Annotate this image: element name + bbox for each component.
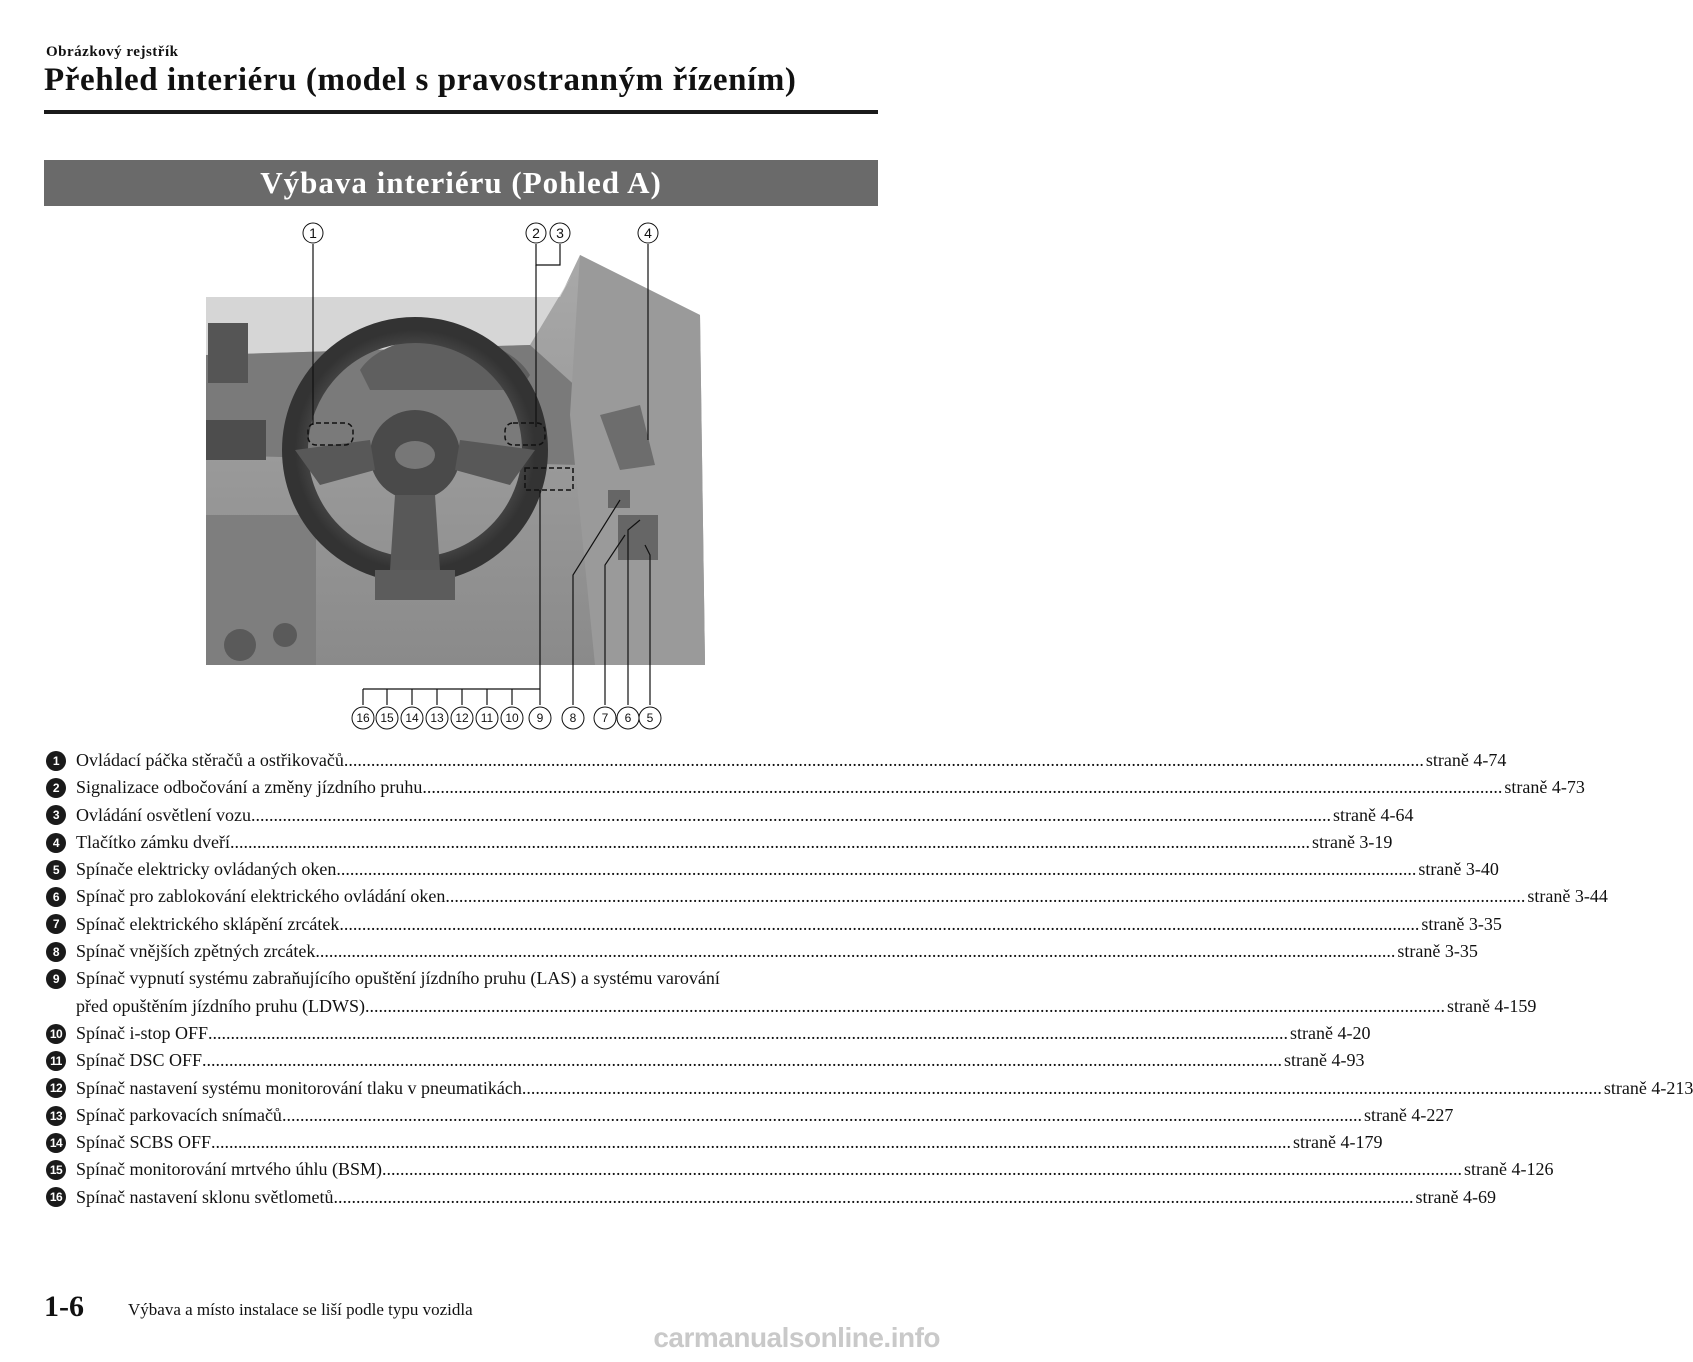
item-body: [76, 938, 1478, 965]
item-label: Spínač SCBS OFF: [76, 1132, 212, 1153]
item-number-badge: [46, 938, 76, 965]
callout-6: 6: [624, 711, 632, 725]
item-body: [76, 747, 1506, 774]
item-row: [76, 911, 1502, 938]
page-reference-link[interactable]: straně 3-44: [1527, 886, 1608, 907]
center-console: [206, 515, 316, 665]
item-row: [76, 1184, 1496, 1211]
item-list: [46, 747, 1693, 1211]
item-body: [76, 1184, 1496, 1211]
leader-dots: [282, 1102, 1362, 1129]
footer-note: Výbava a místo instalace se liší podle typu vozidla: [128, 1300, 473, 1319]
item-number-badge: [46, 1047, 76, 1074]
list-item: [46, 829, 1393, 856]
callout-7: 7: [601, 711, 609, 725]
item-label-continued: před opuštěním jízdního pruhu (LDWS): [76, 995, 365, 1016]
item-number-badge: [46, 774, 76, 801]
left-vent: [206, 420, 266, 460]
item-number-badge: [46, 747, 76, 774]
callout-11: 11: [480, 711, 494, 725]
item-label: Ovládání osvětlení vozu: [76, 804, 251, 825]
page-reference-link[interactable]: straně 3-19: [1311, 831, 1393, 852]
item-number: 5: [46, 860, 66, 880]
callout-9: 9: [536, 711, 544, 725]
item-body: [76, 1020, 1371, 1047]
leader-dots: [208, 1020, 1288, 1047]
page-reference-link[interactable]: straně 4-126: [1463, 1159, 1554, 1180]
leader-dots: [202, 1047, 1282, 1074]
item-label: Ovládací páčka stěračů a ostřikovačů: [76, 750, 344, 770]
list-item: [46, 774, 1585, 801]
item-number: 1: [46, 751, 66, 771]
leader-dots: [522, 1075, 1602, 1102]
item-row: [76, 1102, 1453, 1129]
item-body: [76, 1102, 1453, 1129]
leader-dots: [333, 1184, 1413, 1211]
item-number: 11: [46, 1051, 66, 1071]
console-knob: [224, 629, 256, 661]
list-item: [46, 1102, 1454, 1129]
item-body: [76, 1156, 1553, 1183]
item-number: 8: [46, 942, 66, 962]
item-label: Spínač vypnutí systému zabraňujícího opuštění jízdního pruhu (LAS) a systému varování: [76, 968, 720, 989]
wheel-base: [375, 570, 455, 600]
page-reference-link[interactable]: straně 4-93: [1284, 1050, 1365, 1071]
page-reference-link[interactable]: straně 3-40: [1418, 859, 1499, 880]
leader-dots: [339, 911, 1419, 938]
interior-figure: [200, 215, 730, 740]
item-body: [76, 1129, 1383, 1156]
item-body: [76, 1047, 1365, 1074]
item-number: 2: [46, 778, 66, 798]
item-row: [76, 938, 1478, 965]
leader-dots: [230, 829, 1310, 856]
item-row: [76, 774, 1585, 801]
item-number-badge: [46, 1075, 76, 1102]
item-body: [76, 911, 1502, 938]
leader-dots: [336, 856, 1416, 883]
leader-dots: [315, 938, 1395, 965]
callout-8: 8: [569, 711, 577, 725]
page-reference-link[interactable]: straně 4-74: [1425, 750, 1507, 770]
item-body: [76, 774, 1585, 801]
item-label: Spínač pro zablokování elektrického ovládání oken: [76, 886, 446, 907]
leader-dots: [445, 883, 1525, 910]
page-reference-link[interactable]: straně 4-20: [1290, 1022, 1371, 1043]
item-label: Spínače elektricky ovládaných oken: [76, 859, 337, 880]
page-reference-link[interactable]: straně 3-35: [1421, 913, 1502, 934]
item-number-badge: [46, 1184, 76, 1211]
item-label: Spínač nastavení systému monitorování tlaku v pneumatikách: [76, 1077, 522, 1098]
page-reference-link[interactable]: straně 4-213: [1603, 1077, 1693, 1098]
watermark: carmanualsonline.info: [653, 1322, 940, 1353]
item-number: 3: [46, 805, 66, 825]
item-row: [76, 1020, 1371, 1047]
item-row: [76, 883, 1608, 910]
item-number-badge: [46, 1020, 76, 1047]
callout-1: 1: [309, 225, 317, 241]
list-item: [46, 1047, 1365, 1074]
item-number-badge: [46, 802, 76, 829]
item-row: [76, 856, 1499, 883]
callout-15: 15: [380, 711, 394, 725]
page-reference-link[interactable]: straně 4-179: [1293, 1132, 1383, 1153]
list-item: [46, 1156, 1554, 1183]
item-row: [76, 1075, 1693, 1102]
list-item: [46, 1075, 1693, 1102]
item-body: [76, 856, 1499, 883]
list-item: [46, 1020, 1371, 1047]
item-number: 16: [46, 1187, 66, 1207]
leader-dots: [365, 993, 1445, 1020]
item-row: [76, 747, 1506, 774]
item-number: 6: [46, 887, 66, 907]
item-number-badge: [46, 1156, 76, 1183]
list-item: [46, 1184, 1496, 1211]
item-number: 13: [46, 1106, 66, 1126]
heading-rule: [44, 110, 878, 114]
item-label: Spínač monitorování mrtvého úhlu (BSM): [76, 1159, 382, 1180]
item-number: 7: [46, 914, 66, 934]
item-row: [76, 802, 1413, 829]
callout-10: 10: [505, 711, 519, 725]
callout-12: 12: [455, 711, 469, 725]
callout-14: 14: [405, 711, 419, 725]
callout-2: 2: [532, 225, 540, 241]
list-item: [46, 747, 1507, 774]
callout-3: 3: [556, 225, 564, 241]
page-reference-link[interactable]: straně 4-227: [1363, 1104, 1454, 1125]
callout-16: 16: [356, 711, 370, 725]
leader-dots: [422, 774, 1502, 801]
callout-4: 4: [644, 225, 652, 241]
leader-dots: [382, 1156, 1462, 1183]
list-item: [46, 965, 1537, 1020]
item-label: Spínač nastavení sklonu světlometů: [76, 1186, 334, 1207]
item-number-badge: [46, 1102, 76, 1129]
list-item: [46, 938, 1478, 965]
leader-dots: [211, 1129, 1291, 1156]
item-number-badge: [46, 965, 76, 992]
callout-13: 13: [430, 711, 444, 725]
item-label: Spínač parkovacích snímačů: [76, 1104, 282, 1125]
item-label: Signalizace odbočování a změny jízdního pruhu: [76, 777, 423, 798]
page-reference-link[interactable]: straně 4-159: [1446, 995, 1537, 1016]
bottom-callouts: [352, 707, 661, 729]
leader-dots: [344, 747, 1424, 774]
console-knob-2: [273, 623, 297, 647]
list-item: [46, 883, 1608, 910]
item-number-badge: [46, 1129, 76, 1156]
item-label: Spínač elektrického sklápění zrcátek: [76, 913, 340, 934]
item-row: [76, 1047, 1365, 1074]
wheel-logo: [395, 441, 435, 469]
item-body: [76, 1075, 1693, 1102]
item-label: Spínač vnějších zpětných zrcátek: [76, 941, 316, 962]
page-title: Přehled interiéru (model s pravostranným řízením): [44, 62, 797, 98]
list-item: [46, 802, 1414, 829]
item-number: 12: [46, 1078, 66, 1098]
item-label: Tlačítko zámku dveří: [76, 831, 230, 852]
item-number-badge: [46, 883, 76, 910]
section-banner: Výbava interiéru (Pohled A): [44, 160, 878, 206]
item-row: [76, 1156, 1553, 1183]
page-reference-link[interactable]: straně 4-73: [1504, 777, 1585, 798]
mirror-switch: [608, 490, 630, 508]
item-number: 4: [46, 833, 66, 853]
item-label: Spínač DSC OFF: [76, 1050, 203, 1071]
item-number: 15: [46, 1160, 66, 1180]
item-body: [76, 829, 1392, 856]
item-body: [76, 883, 1608, 910]
page-reference-link[interactable]: straně 4-69: [1415, 1186, 1496, 1207]
center-screen: [208, 323, 248, 383]
item-body: [76, 802, 1413, 829]
section-kicker: Obrázkový rejstřík: [46, 44, 179, 60]
interior-illustration: [200, 215, 730, 740]
item-row: [76, 1129, 1383, 1156]
top-callouts: [303, 223, 658, 243]
list-item: [46, 911, 1502, 938]
page-number: 1-6: [44, 1290, 84, 1323]
item-label: Spínač i-stop OFF: [76, 1022, 209, 1043]
list-item: [46, 1129, 1383, 1156]
item-row: [76, 829, 1392, 856]
item-number-badge: [46, 911, 76, 938]
item-number-badge: [46, 829, 76, 856]
item-number: 14: [46, 1133, 66, 1153]
page-reference-link[interactable]: straně 4-64: [1332, 804, 1414, 825]
item-body: [76, 965, 1536, 1020]
item-number-badge: [46, 856, 76, 883]
leader-dots: [251, 802, 1331, 829]
page-reference-link[interactable]: straně 3-35: [1397, 941, 1478, 962]
item-number: 10: [46, 1024, 66, 1044]
item-number: 9: [46, 969, 66, 989]
list-item: [46, 856, 1499, 883]
item-row: [76, 993, 1536, 1020]
callout-5: 5: [646, 711, 654, 725]
